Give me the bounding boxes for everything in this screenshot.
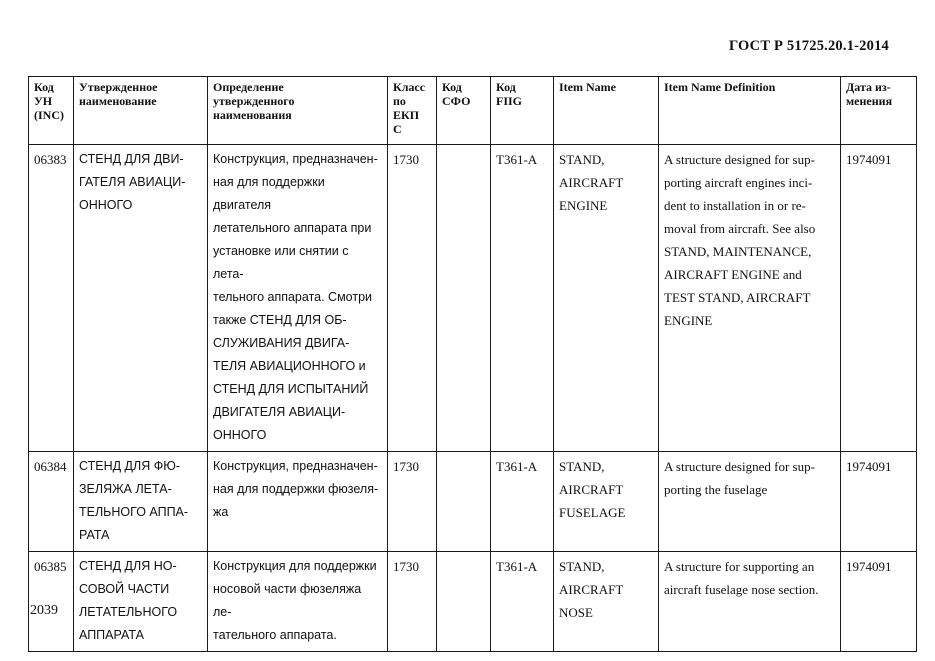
cell-sfo [437,452,491,552]
cell-fiig: T361-A [491,552,554,652]
catalog-table [28,76,917,652]
header-row [29,77,917,145]
cell-class: 1730 [388,452,437,552]
cell-date: 1974091 [841,145,917,452]
standard-number: ГОСТ Р 51725.20.1-2014 [728,38,889,54]
cell-code: 06385 [29,552,74,652]
cell-name: СТЕНД ДЛЯ ФЮ- ЗЕЛЯЖА ЛЕТА- ТЕЛЬНОГО АППА- РАТА [74,452,208,552]
cell-item-name: STAND, AIRCRAFT NOSE [554,552,659,652]
table-row [29,552,917,652]
cell-name: СТЕНД ДЛЯ НО- СОВОЙ ЧАСТИ ЛЕТАТЕЛЬНОГО АППАРАТА [74,552,208,652]
cell-item-name: STAND, AIRCRAFT FUSELAGE [554,452,659,552]
cell-item-definition: A structure designed for sup- porting the fuselage [659,452,841,552]
cell-class: 1730 [388,552,437,652]
cell-sfo [437,552,491,652]
col-header-class: Класс по ЕКП С [388,77,437,145]
cell-class: 1730 [388,145,437,452]
cell-fiig: T361-A [491,452,554,552]
col-header-name: Утвержденное наименование [74,77,208,145]
col-header-code: Код УН (INC) [29,77,74,145]
cell-definition: Конструкция для поддержки носовой части фюзеляжа ле- тательного аппарата. [208,552,388,652]
cell-date: 1974091 [841,552,917,652]
page-number: 2039 [30,603,58,618]
cell-code: 06383 [29,145,74,452]
col-header-item-definition: Item Name Definition [659,77,841,145]
cell-item-definition: A structure for supporting an aircraft fuselage nose section. [659,552,841,652]
col-header-date: Дата из- менения [841,77,917,145]
cell-item-name: STAND, AIRCRAFT ENGINE [554,145,659,452]
col-header-definition: Определение утвержденного наименования [208,77,388,145]
col-header-sfo: Код СФО [437,77,491,145]
cell-code: 06384 [29,452,74,552]
col-header-fiig: Код FIIG [491,77,554,145]
table-row [29,145,917,452]
col-header-item-name: Item Name [554,77,659,145]
cell-item-definition: A structure designed for sup- porting aircraft engines inci- dent to installation in or re- moval from aircraft. See also STAND, MAINTENANCE, AIRCRAFT ENGINE and TEST STAND, AIRCRAFT ENGINE [659,145,841,452]
cell-definition: Конструкция, предназначен- ная для поддержки двигателя летательного аппарата при установке или снятии с лета- тельного аппарата. Смотри также СТЕНД ДЛЯ ОБ- СЛУЖИВАНИЯ ДВИГА- ТЕЛЯ АВИАЦИОННОГО и СТЕНД ДЛЯ ИСПЫТАНИЙ ДВИГАТЕЛЯ АВИАЦИ- ОННОГО [208,145,388,452]
table-row [29,452,917,552]
cell-definition: Конструкция, предназначен- ная для поддержки фюзеля- жа [208,452,388,552]
cell-date: 1974091 [841,452,917,552]
cell-fiig: T361-A [491,145,554,452]
cell-name: СТЕНД ДЛЯ ДВИ- ГАТЕЛЯ АВИАЦИ- ОННОГО [74,145,208,452]
cell-sfo [437,145,491,452]
